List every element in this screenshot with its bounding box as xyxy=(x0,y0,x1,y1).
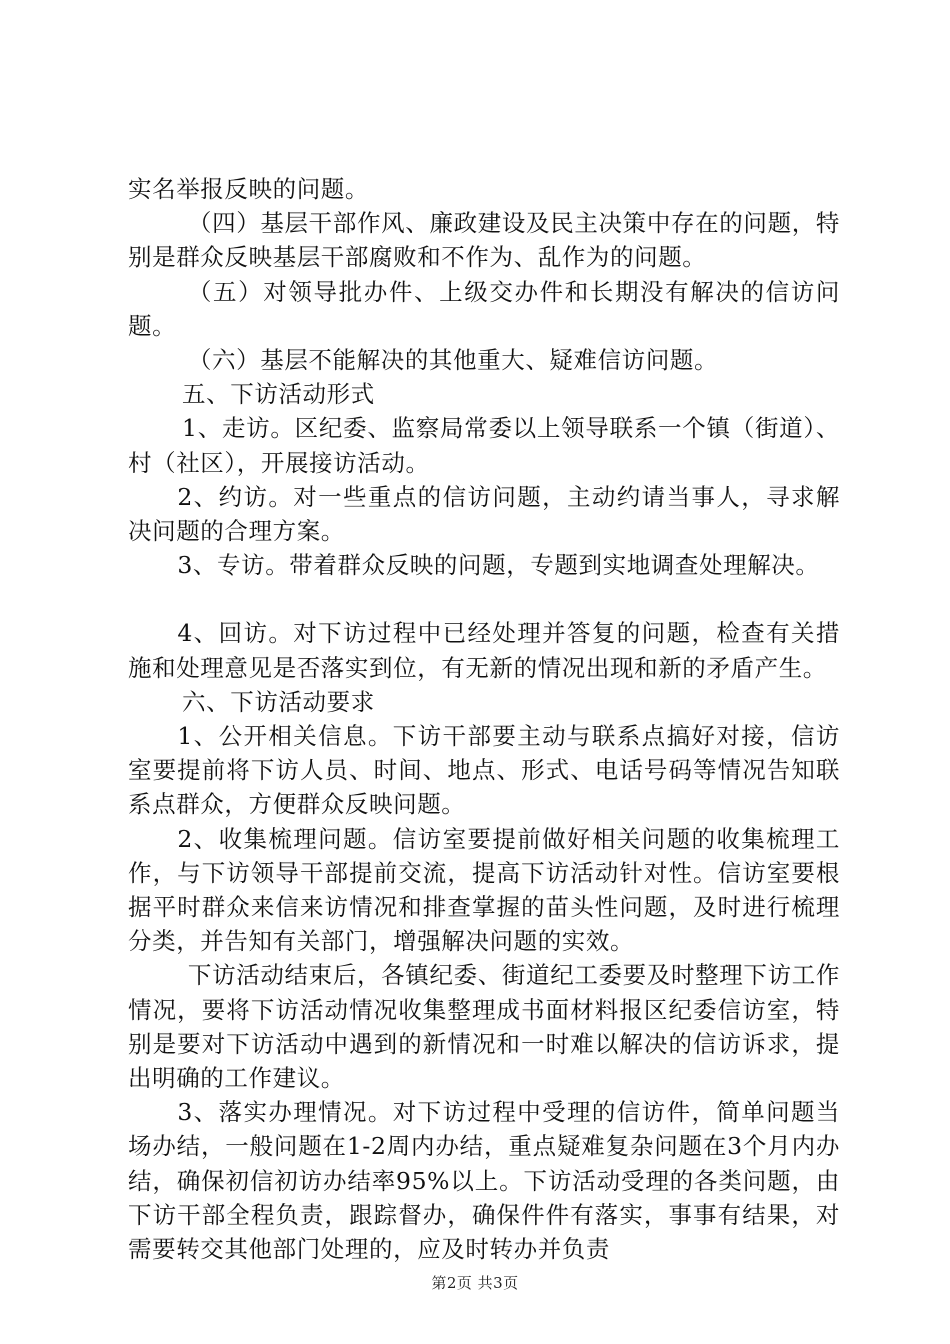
paragraph-requirement-three: 3、落实办理情况。对下访过程中受理的信访件，简单问题当场办结，一般问题在1-2周内办结，重点疑难复杂问题在3个月内办结，确保初信初访办结率95%以上。下访活动受理的各类问题，由下访干部全程负责，跟踪督办，确保件件有落实，事事有结果，对需要转交其他部门处理的，应及时转办并负责 xyxy=(128,1098,840,1264)
paragraph-visit-return: 4、回访。对下访过程中已经处理并答复的问题，检查有关措施和处理意见是否落实到位，有无新的情况出现和新的矛盾产生。 xyxy=(128,619,840,682)
paragraph-item-four: （四）基层干部作风、廉政建设及民主决策中存在的问题，特别是群众反映基层干部腐败和不作为、乱作为的问题。 xyxy=(128,209,840,272)
paragraph-visit-special: 3、专访。带着群众反映的问题，专题到实地调查处理解决。 xyxy=(177,551,820,580)
section-heading-six: 六、下访活动要求 xyxy=(182,687,375,716)
paragraph-after-visit: 下访活动结束后，各镇纪委、街道纪工委要及时整理下访工作情况，要将下访活动情况收集整理成书面材料报区纪委信访室，特别是要对下访活动中遇到的新情况和一时难以解决的信访诉求，提出明确的工作建议。 xyxy=(128,961,840,1093)
paragraph-visit-appointment: 2、约访。对一些重点的信访问题，主动约请当事人，寻求解决问题的合理方案。 xyxy=(128,482,840,546)
section-heading-five: 五、下访活动形式 xyxy=(182,380,375,409)
page-number-footer: 第2页 共3页 xyxy=(431,1274,519,1292)
paragraph-visit-walk: 1、走访。区纪委、监察局常委以上领导联系一个镇（街道）、村（社区），开展接访活动。 xyxy=(128,414,840,477)
paragraph-continuation: 实名举报反映的问题。 xyxy=(128,175,369,203)
paragraph-requirement-two: 2、收集梳理问题。信访室要提前做好相关问题的收集梳理工作，与下访领导干部提前交流，提高下访活动针对性。信访室要根据平时群众来信来访情况和排查掌握的苗头性问题，及时进行梳理分类，并告知有关部门，增强解决问题的实效。 xyxy=(128,824,840,956)
paragraph-requirement-one: 1、公开相关信息。下访干部要主动与联系点搞好对接，信访室要提前将下访人员、时间、地点、形式、电话号码等情况告知联系点群众，方便群众反映问题。 xyxy=(128,722,840,819)
paragraph-item-five: （五）对领导批办件、上级交办件和长期没有解决的信访问题。 xyxy=(128,277,840,340)
paragraph-item-six: （六）基层不能解决的其他重大、疑难信访问题。 xyxy=(187,346,719,375)
document-body xyxy=(128,172,840,1266)
